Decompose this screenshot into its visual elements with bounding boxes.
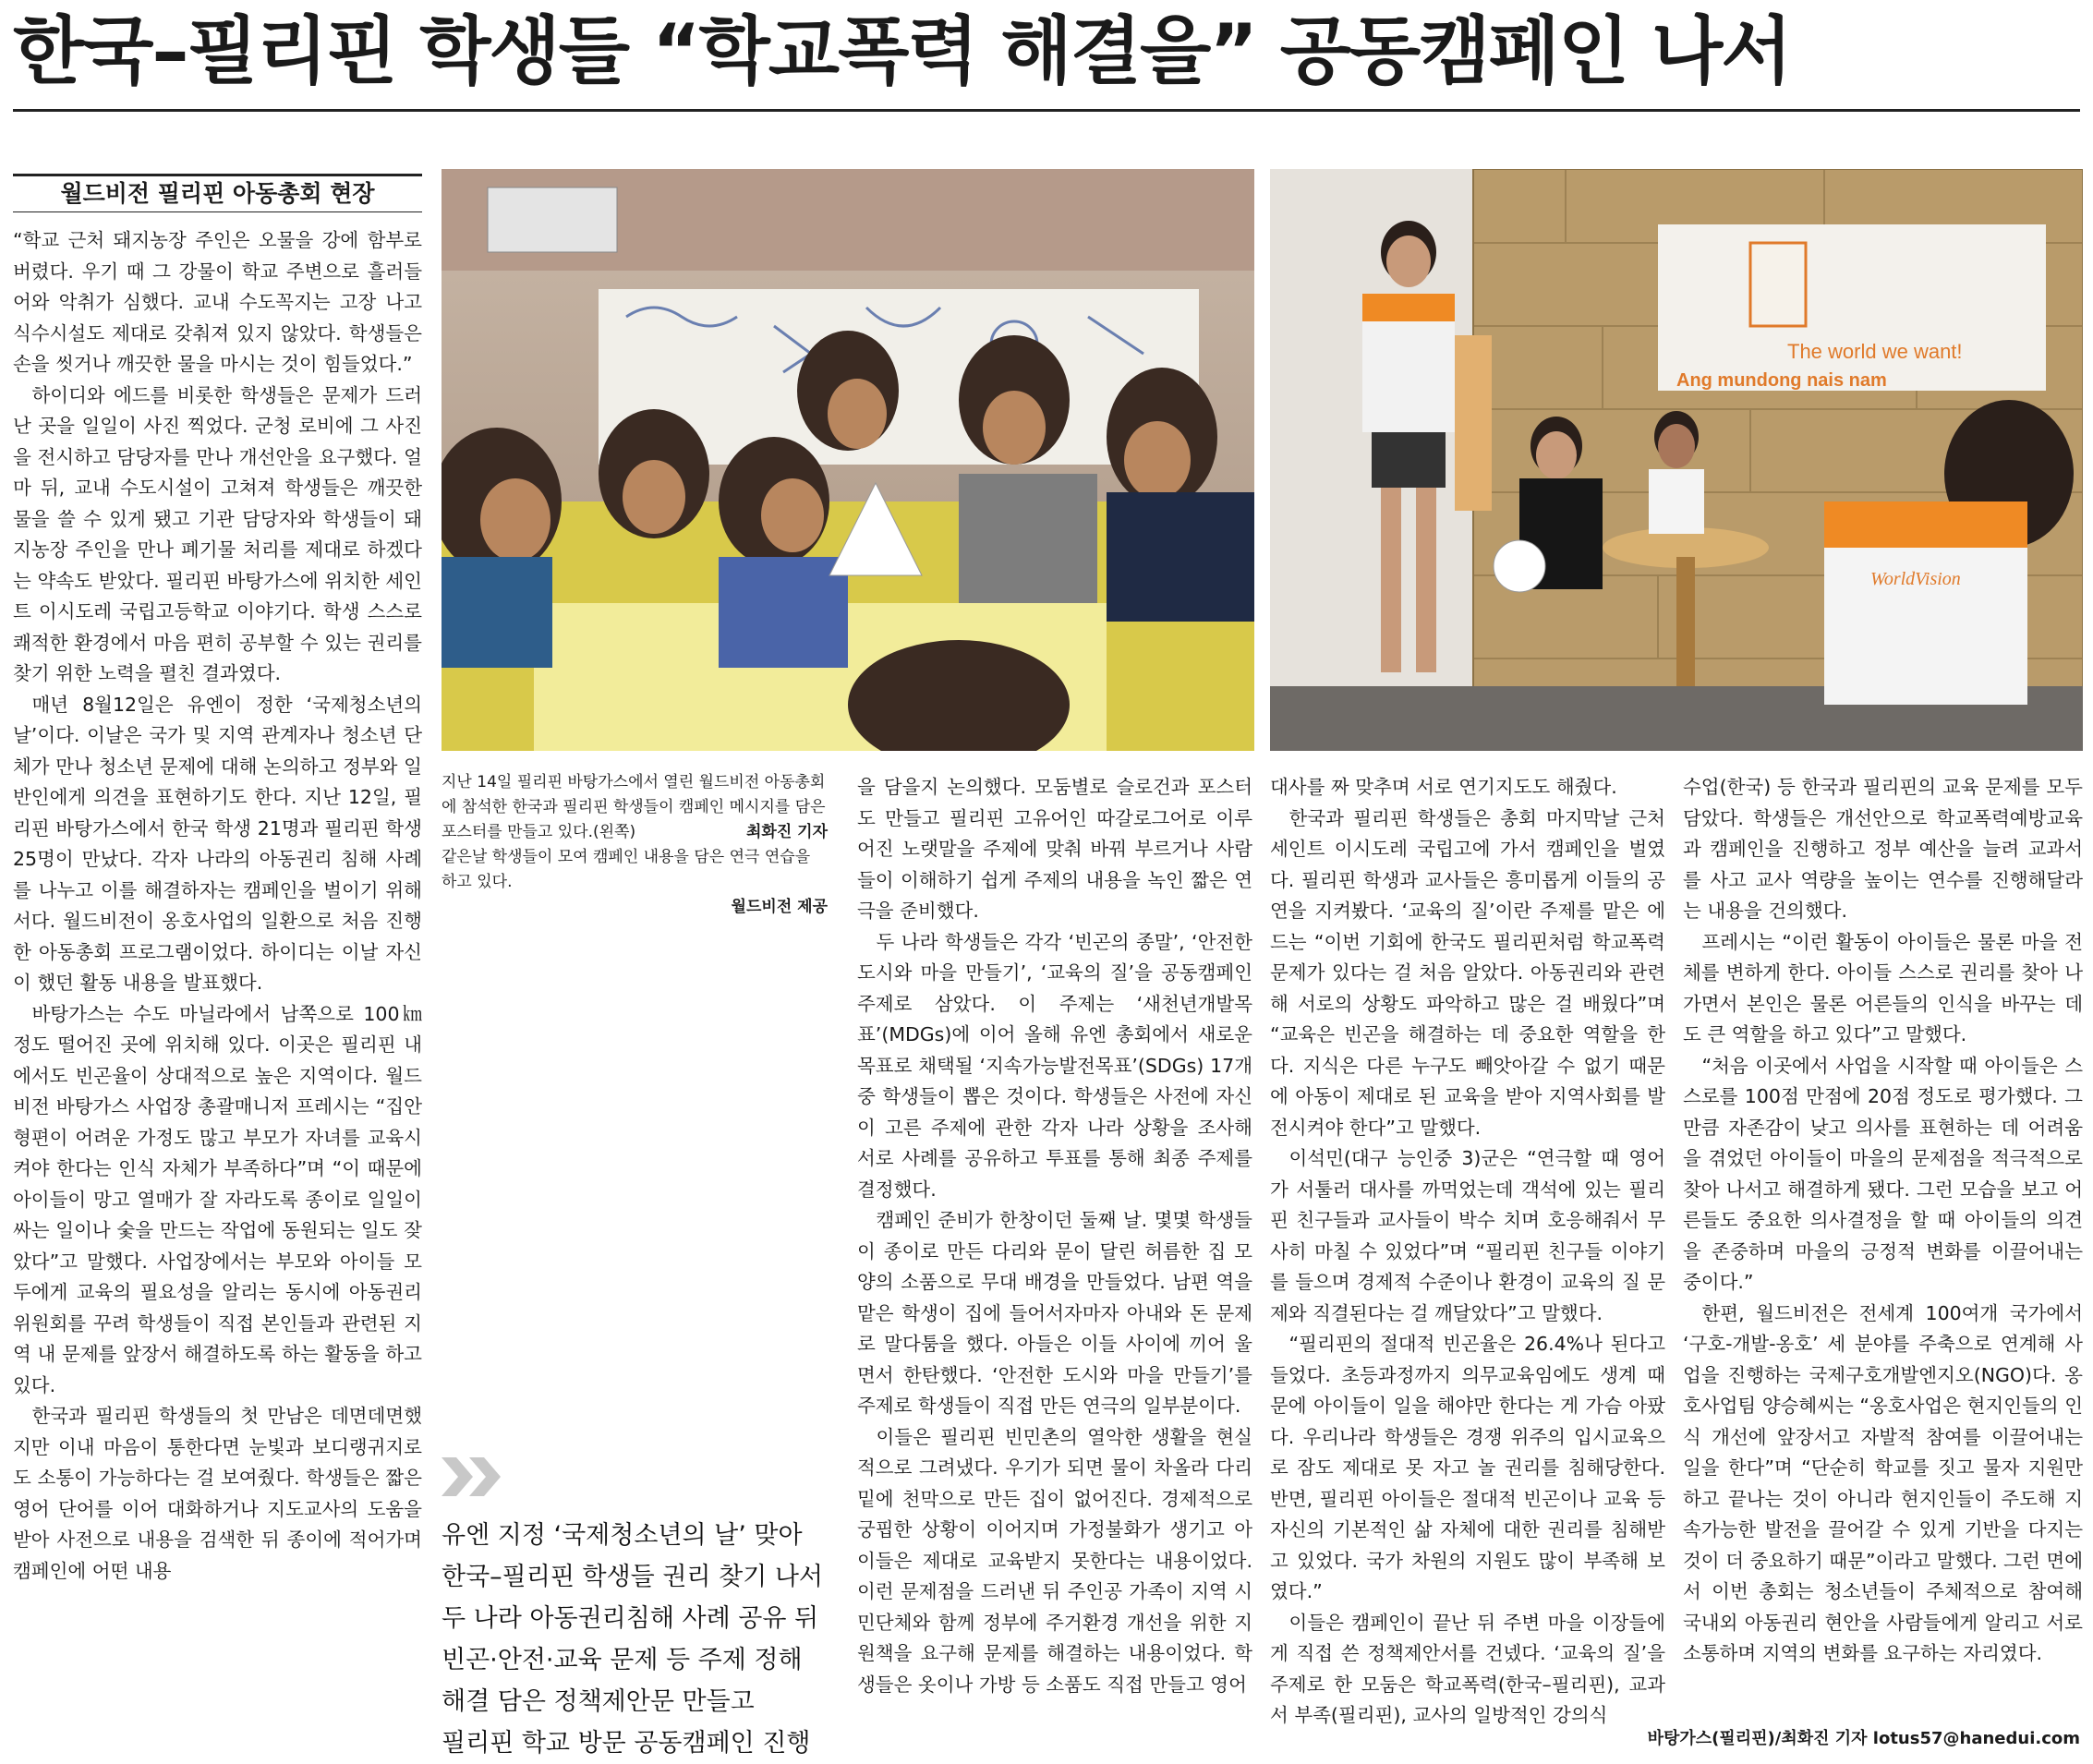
paragraph: 캠페인 준비가 한창이던 둘째 날. 몇몇 학생들이 종이로 만든 다리와 문이 달린 허름한 집 모양의 소품으로 무대 배경을 만들었다. 남편 역을 맡은 학생이 집에 들어서자마자 아내와 돈 문제로 말다툼을 했다. 아들은 이들 사이에 끼어 울면서 한탄했다. ‘안전한 도시와 마을 만들기’를 주제로 학생들이 직접 만든 연극의 일부분이다.: [857, 1209, 1252, 1417]
caption-line-2: 같은날 학생들이 모여 캠페인 내용을 담은 연극 연습을 하고 있다.: [442, 848, 811, 891]
paragraph: 한국과 필리핀 학생들은 총회 마지막날 근처 세인트 이시도레 국립고에 가서 캠페인을 벌였다. 필리핀 학생과 교사들은 흥미롭게 이들의 공연을 지켜봤다. ‘교육의 질’이란 주제를 맡은 에드는 “이번 기회에 한국도 필리핀처럼 학교폭력 문제가 있다는 걸 처음 알았다. 아동권리와 관련해 서로의 상황도 파악하고 많은 걸 배웠다”며 “교육은 빈곤을 해결하는 데 중요한 역할을 한다. 지식은 다른 누구도 빼앗아갈 수 없기 때문에 아동이 제대로 된 교육을 받아 지역사회를 발전시켜야 한다”고 말했다.: [1270, 806, 1665, 1139]
pull-quote-line: 빈곤·안전·교육 문제 등 주제 정해: [442, 1646, 803, 1674]
pull-quote-line: 필리핀 학교 방문 공동캠페인 진행: [442, 1729, 811, 1758]
paragraph: 수업(한국) 등 한국과 필리핀의 교육 문제를 모두 담았다. 학생들은 개선안으로 학교폭력예방교육과 캠페인을 진행하고 정부 예산을 늘려 교과서를 사고 교사 역량을 높이는 연수를 진행해달라는 내용을 건의했다.: [1683, 776, 2083, 922]
pull-quote: [442, 1515, 839, 1764]
pull-quote-line: 두 나라 아동권리침해 사례 공유 뒤: [442, 1604, 819, 1633]
paragraph: 매년 8월12일은 유엔이 정한 ‘국제청소년의 날’이다. 이날은 국가 및 지역 관계자나 청소년 단체가 만나 청소년 문제에 대해 논의하고 정부와 일반인에게 의견을 표현하기도 한다. 지난 12일, 필리핀 바탕가스에서 한국 학생 21명과 필리핀 학생 25명이 만났다. 각자 나라의 아동권리 침해 사례를 나누고 이를 해결하자는 캠페인을 벌이기 위해서다. 월드비전이 옹호사업의 일환으로 처음 진행한 아동총회 프로그램이었다. 하이디는 이날 자신이 했던 활동 내용을 발표했다.: [13, 693, 422, 994]
banner-title: The world we want!: [1787, 340, 1963, 363]
paragraph: 하이디와 에드를 비롯한 학생들은 문제가 드러난 곳을 일일이 사진 찍었다. 군청 로비에 그 사진을 전시하고 담당자를 만나 개선안을 요구했다. 얼마 뒤, 교내 수도시설이 고쳐져 학생들은 깨끗한 물을 쓸 수 있게 됐고 기관 담당자와 학생들이 돼지농장 주인을 만나 폐기물 처리를 제대로 하겠다는 약속도 받았다. 필리핀 바탕가스에 위치한 세인트 이시도레 국립고등학교 이야기다. 학생 스스로 쾌적한 환경에서 마음 편히 공부할 수 있는 권리를 찾기 위한 노력을 펼친 결과였다.: [13, 383, 422, 684]
paragraph: 이석민(대구 능인중 3)군은 “연극할 때 영어가 서툴러 대사를 까먹었는데 객석에 있는 필리핀 친구들과 교사들이 박수 치며 호응해줘서 무사히 마칠 수 있었다”며 “필리핀 친구들 이야기를 들으며 경제적 수준이나 환경이 교육의 질 문제와 직결된다는 걸 깨달았다”고 말했다.: [1270, 1147, 1665, 1324]
byline: 바탕가스(필리핀)/최화진 기자 lotus57@hanedui.com: [1647, 1729, 2080, 1748]
paragraph: 두 나라 학생들은 각각 ‘빈곤의 종말’, ‘안전한 도시와 마을 만들기’, ‘교육의 질’을 공동캠페인 주제로 삼았다. 이 주제는 ‘새천년개발목표’(MDGs)에 이어 올해 유엔 총회에서 새로운 목표로 채택될 ‘지속가능발전목표’(SDGs) 17개 중 학생들이 뽑은 것이다. 학생들은 사전에 자신이 고른 주제에 관한 각자 나라 상황을 조사해 서로 사례를 공유하고 투표를 통해 최종 주제를 결정했다.: [857, 930, 1252, 1201]
shirt-logo: WorldVision: [1870, 569, 1961, 589]
photo-play-rehearsal: [1270, 169, 2083, 751]
article-column-1: [13, 225, 422, 1762]
photo-poster-making: [442, 169, 1254, 751]
photo-caption: [442, 770, 828, 920]
headline-rule: [13, 109, 2080, 112]
paragraph: 이들은 캠페인이 끝난 뒤 주변 마을 이장들에게 직접 쓴 정책제안서를 건넸다. ‘교육의 질’을 주제로 한 모둠은 학교폭력(한국–필리핀), 교과서 부족(필리핀), 교사의 일방적인 강의식: [1270, 1611, 1665, 1726]
caption-credit-2: 월드비전 제공: [731, 898, 828, 916]
paragraph: “필리핀의 절대적 빈곤율은 26.4%나 된다고 들었다. 초등과정까지 의무교육임에도 생계 때문에 아이들이 일을 해야만 한다는 게 가슴 아팠다. 우리나라 학생들은 경쟁 위주의 입시교육으로 잠도 제대로 못 자고 놀 권리를 침해당한다. 반면, 필리핀 아이들은 절대적 빈곤이나 교육 등 자신의 기본적인 삶 자체에 대한 권리를 침해받고 있었다. 국가 차원의 지원도 많이 부족해 보였다.”: [1270, 1333, 1665, 1602]
headline: 한국–필리핀 학생들 “학교폭력 해결을” 공동캠페인 나서: [13, 8, 1791, 94]
banner-sub: Ang mundong nais nam: [1676, 370, 1887, 391]
paragraph: 이들은 필리핀 빈민촌의 열악한 생활을 현실적으로 그려냈다. 우기가 되면 물이 차올라 다리 밑에 천막으로 만든 집이 없어진다. 경제적으로 궁핍한 상황이 이어지며 가정불화가 생기고 아이들은 제대로 교육받지 못한다는 내용이었다. 이런 문제점을 드러낸 뒤 주인공 가족이 지역 시민단체와 함께 정부에 주거환경 개선을 위한 지원책을 요구해 문제를 해결하는 내용이었다. 학생들은 옷이나 가방 등 소품도 직접 만들고 영어: [857, 1425, 1252, 1696]
caption-credit-1: 최화진 기자: [745, 823, 828, 841]
chevron-double-icon: [442, 1457, 506, 1496]
subhead: 월드비전 필리핀 아동총회 현장: [13, 174, 422, 212]
pull-quote-line: 해결 담은 정책제안문 만들고: [442, 1687, 755, 1716]
paragraph: “학교 근처 돼지농장 주인은 오물을 강에 함부로 버렸다. 우기 때 그 강물이 학교 주변으로 흘러들어와 악취가 심했다. 교내 수도꼭지는 고장 나고 식수시설도 제대로 갖춰져 있지 않았다. 학생들은 손을 씻거나 깨끗한 물을 마시는 것이 힘들었다.”: [13, 229, 422, 375]
paragraph: 을 담을지 논의했다. 모둠별로 슬로건과 포스터도 만들고 필리핀 고유어인 따갈로그어로 이루어진 노랫말을 주제에 맞춰 바꿔 부르거나 사람들이 이해하기 쉽게 주제의 내용을 녹인 짧은 연극을 준비했다.: [857, 776, 1252, 922]
article-column-2: [857, 772, 1252, 1762]
caption-line-1: 지난 14일 필리핀 바탕가스에서 열린 월드비전 아동총회에 참석한 한국과 필리핀 학생들이 캠페인 메시지를 담은 포스터를 만들고 있다.(왼쪽): [442, 773, 826, 841]
paragraph: 한국과 필리핀 학생들의 첫 만남은 데면데면했지만 이내 마음이 통한다면 눈빛과 보디랭귀지로도 소통이 가능하다는 걸 보여줬다. 학생들은 짧은 영어 단어를 이어 대화하거나 지도교사의 도움을 받아 사전으로 내용을 검색한 뒤 종이에 적어가며 캠페인에 어떤 내용: [13, 1405, 422, 1582]
paragraph: 바탕가스는 수도 마닐라에서 남쪽으로 100㎞ 정도 떨어진 곳에 위치해 있다. 이곳은 필리핀 내에서도 빈곤율이 상대적으로 높은 지역이다. 월드비전 바탕가스 사업장 총괄매니저 프레시는 “집안형편이 어려운 가정도 많고 부모가 자녀를 교육시켜야 한다는 인식 자체가 부족하다”며 “이 때문에 아이들이 망고 열매가 잘 자라도록 종이로 일일이 싸는 일이나 숯을 만드는 작업에 동원되는 일도 잦았다”고 말했다. 사업장에서는 부모와 아이들 모두에게 교육의 필요성을 알리는 동시에 아동권리위원회를 꾸려 학생들이 직접 본인들과 관련된 지역 내 문제를 앞장서 해결하도록 하는 활동을 하고 있다.: [13, 1002, 422, 1396]
article-column-3: [1270, 772, 1665, 1762]
paragraph: 대사를 짜 맞추며 서로 연기지도도 해줬다.: [1270, 776, 1617, 798]
pull-quote-line: 유엔 지정 ‘국제청소년의 날’ 맞아: [442, 1521, 803, 1550]
article-column-4: [1683, 772, 2083, 1723]
paragraph: 프레시는 “이런 활동이 아이들은 물론 마을 전체를 변하게 한다. 아이들 스스로 권리를 찾아 나가면서 본인은 물론 어른들의 인식을 바꾸는 데도 큰 역할을 하고 있다”고 말했다.: [1683, 930, 2083, 1045]
paragraph: “처음 이곳에서 사업을 시작할 때 아이들은 스스로를 100점 만점에 20점 정도로 평가했다. 그만큼 자존감이 낮고 의사를 표현하는 데 어려움을 겪었던 아이들이 마을의 문제점을 적극적으로 찾아 나서고 해결하게 됐다. 그런 모습을 보고 어른들도 중요한 의사결정을 할 때 아이들의 의견을 존중하며 마을의 긍정적 변화를 이끌어내는 중이다.”: [1683, 1054, 2083, 1293]
paragraph: 한편, 월드비전은 전세계 100여개 국가에서 ‘구호-개발-옹호’ 세 분야를 주축으로 연계해 사업을 진행하는 국제구호개발엔지오(NGO)다. 옹호사업팀 양승혜씨는 “옹호사업은 현지인들의 인식 개선에 앞장서고 자발적 참여를 이끌어내는 일을 한다”며 “단순히 학교를 짓고 물자 지원만 하고 끝나는 것이 아니라 현지인들이 주도해 지속가능한 발전을 끌어갈 수 있게 기반을 다지는 것이 더 중요하기 때문”이라고 말했다. 그런 면에서 이번 총회는 청소년들이 주체적으로 참여해 국내외 아동권리 현안을 사람들에게 알리고 서로 소통하며 지역의 변화를 요구하는 자리였다.: [1683, 1301, 2083, 1664]
pull-quote-line: 한국–필리핀 학생들 권리 찾기 나서: [442, 1563, 823, 1591]
